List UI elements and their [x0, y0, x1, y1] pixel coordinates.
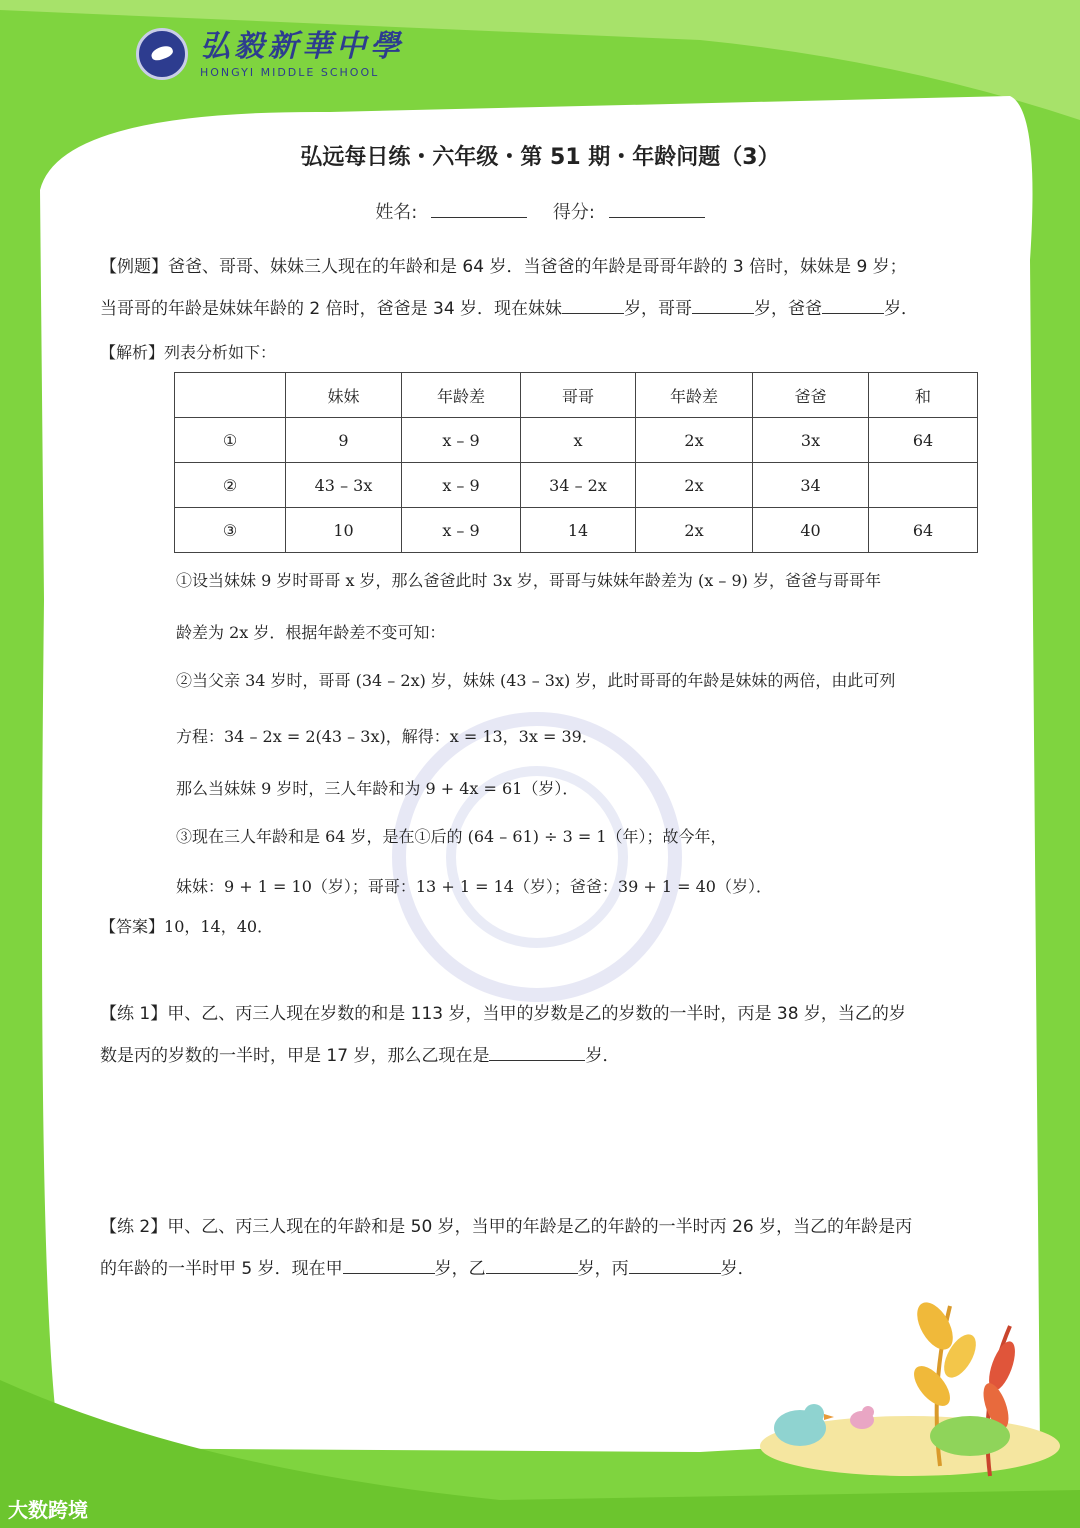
table-cell: ③: [175, 508, 286, 553]
analysis-heading: [100, 332, 990, 374]
example-line-2a: 当哥哥的年龄是妹妹年龄的 2 倍时，爸爸是 34 岁．现在妹妹: [100, 299, 563, 319]
name-score-row: [0, 198, 1080, 224]
table-cell: 2x: [636, 463, 753, 508]
practice-2-tag: 【练 2】: [100, 1217, 168, 1237]
example-line-2b: 岁，哥哥: [624, 299, 693, 319]
table-cell: ①: [175, 418, 286, 463]
table-cell: 64: [869, 418, 978, 463]
answer-tag: 【答案】: [100, 917, 165, 936]
table-cell: ②: [175, 463, 286, 508]
brother-blank[interactable]: [692, 295, 754, 314]
example-problem: [100, 246, 990, 330]
table-header-cell: 年龄差: [636, 373, 753, 418]
example-tag: 【例题】: [100, 257, 168, 277]
school-logo: [136, 28, 404, 80]
table-cell: 9: [286, 418, 402, 463]
solution-line-2: 龄差为 2x 岁．根据年龄差不变可知：: [176, 623, 446, 642]
table-header-row: [175, 373, 978, 418]
practice-2-line-2d: 岁．: [720, 1259, 755, 1279]
table-header-cell: 哥哥: [521, 373, 636, 418]
practice-1-line-2b: 岁．: [585, 1046, 620, 1066]
practice-1-answer-blank[interactable]: [489, 1042, 585, 1061]
table-header-cell: 妹妹: [286, 373, 402, 418]
table-cell: 2x: [636, 418, 753, 463]
table-header-cell: 爸爸: [753, 373, 869, 418]
solution-line-7: 妹妹：9 + 1 = 10（岁）；哥哥：13 + 1 = 14（岁）；爸爸：39 + 1 = 40（岁）．: [176, 877, 772, 896]
answer-text: 10，14，40．: [164, 917, 274, 936]
table-cell: 2x: [636, 508, 753, 553]
table-cell: 10: [286, 508, 402, 553]
example-line-1: 爸爸、哥哥、妹妹三人现在的年龄和是 64 岁．当爸爸的年龄是哥哥年龄的 3 倍时，妹妹是 9 岁；: [168, 257, 907, 277]
name-blank[interactable]: [431, 199, 527, 218]
table-row: [175, 463, 978, 508]
table-cell: 64: [869, 508, 978, 553]
table-cell: [869, 463, 978, 508]
example-line-2d: 岁．: [884, 299, 919, 319]
practice-2-line-1: 甲、乙、丙三人现在的年龄和是 50 岁，当甲的年龄是乙的年龄的一半时丙 26 岁，当乙的年龄是丙: [167, 1217, 913, 1237]
practice-1-tag: 【练 1】: [100, 1004, 168, 1024]
table-cell: 14: [521, 508, 636, 553]
contest-watermark: [392, 712, 682, 1002]
worksheet-title: 弘远每日练・六年级・第 51 期・年龄问题（3）: [300, 145, 780, 170]
solution-line-4: 方程：34 – 2x = 2(43 – 3x)，解得：x = 13，3x = 39．: [176, 727, 598, 746]
solution-line-3: ②当父亲 34 岁时，哥哥 (34 – 2x) 岁，妹妹 (43 – 3x) 岁，此时哥哥的年龄是妹妹的两倍，由此可列: [176, 671, 896, 690]
analysis-text: 列表分析如下：: [164, 343, 277, 362]
table-cell: 43 – 3x: [286, 463, 402, 508]
school-seal-icon: [136, 28, 188, 80]
table-cell: x – 9: [402, 418, 521, 463]
practice-2-line-2c: 岁，丙: [577, 1259, 629, 1279]
analysis-tag: 【解析】: [100, 343, 165, 362]
solution-line-6: ③现在三人年龄和是 64 岁，是在①后的 (64 – 61) ÷ 3 = 1（年）；故今年，: [176, 827, 727, 846]
school-name-en: HONGYI MIDDLE SCHOOL: [200, 65, 380, 79]
analysis-table: [174, 372, 978, 553]
sister-blank[interactable]: [562, 295, 624, 314]
table-row: [175, 418, 978, 463]
example-line-2c: 岁，爸爸: [754, 299, 823, 319]
table-cell: 34: [753, 463, 869, 508]
score-label: 得分:: [552, 202, 595, 223]
name-label: 姓名:: [375, 202, 418, 223]
solution-line-5: 那么当妹妹 9 岁时，三人年龄和为 9 + 4x = 61（岁）．: [176, 779, 579, 798]
practice-1-line-1: 甲、乙、丙三人现在岁数的和是 113 岁，当甲的岁数是乙的岁数的一半时，丙是 38 岁，当乙的岁: [167, 1004, 906, 1024]
table-cell: 3x: [753, 418, 869, 463]
practice-2: [100, 1206, 990, 1290]
plant-bird-decoration: [740, 1286, 1060, 1486]
table-cell: x: [521, 418, 636, 463]
father-blank[interactable]: [822, 295, 884, 314]
table-header-cell: 年龄差: [402, 373, 521, 418]
score-blank[interactable]: [609, 199, 705, 218]
practice-2-bing-blank[interactable]: [629, 1255, 721, 1274]
practice-1: [100, 993, 990, 1077]
table-cell: x – 9: [402, 508, 521, 553]
table-header-cell: [175, 373, 286, 418]
practice-2-yi-blank[interactable]: [486, 1255, 578, 1274]
solution-line-1: ①设当妹妹 9 岁时哥哥 x 岁，那么爸爸此时 3x 岁，哥哥与妹妹年龄差为 (x – 9) 岁，爸爸与哥哥年: [176, 571, 881, 590]
corner-watermark-text: 大数跨境: [8, 1498, 88, 1522]
table-row: [175, 508, 978, 553]
practice-2-line-2b: 岁，乙: [434, 1259, 486, 1279]
answer-line: [100, 906, 990, 948]
school-name-cn: 弘毅新華中學: [200, 28, 404, 64]
table-header-cell: 和: [869, 373, 978, 418]
practice-2-line-2a: 的年龄的一半时甲 5 岁．现在甲: [100, 1259, 343, 1279]
table-cell: 34 – 2x: [521, 463, 636, 508]
practice-1-line-2a: 数是丙的岁数的一半时，甲是 17 岁，那么乙现在是: [100, 1046, 490, 1066]
table-cell: x – 9: [402, 463, 521, 508]
table-cell: 40: [753, 508, 869, 553]
practice-2-jia-blank[interactable]: [343, 1255, 435, 1274]
